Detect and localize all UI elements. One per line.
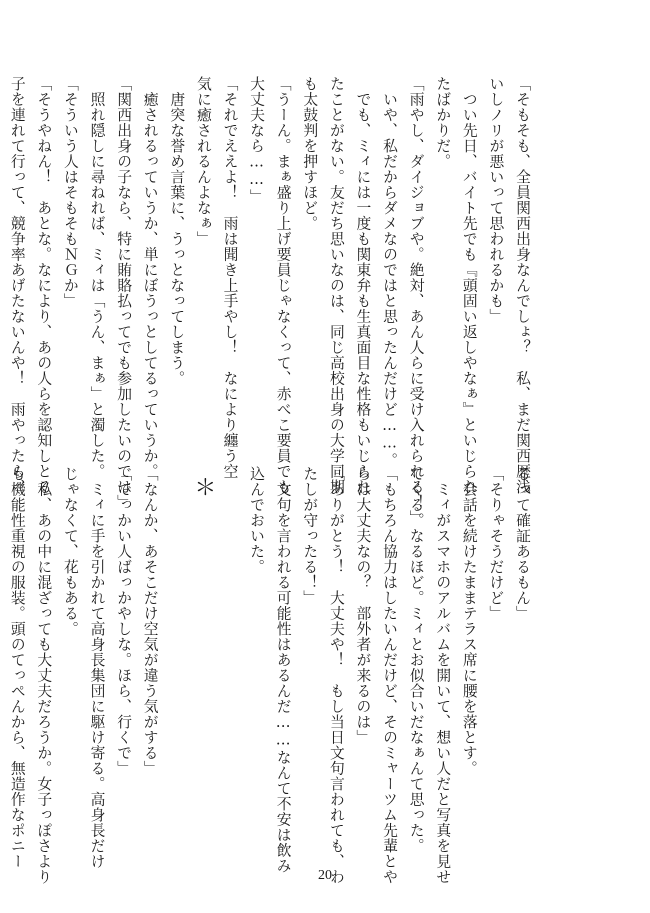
text-column: 私、あの中に混ざっても大丈夫だろうか。女子っぽさより: [35, 466, 53, 885]
text-column: 「そりゃそうだけど」: [487, 466, 505, 621]
text-column: じゃなくて、花もある。: [61, 466, 79, 637]
text-column: 「それでええよ！ 雨は聞き上手やし！ なにより纏う空: [221, 76, 239, 479]
text-column: 込んでおいた。: [248, 466, 266, 575]
text-column: いや、私だからダメなのではと思ったんだけど……。: [381, 76, 399, 468]
text-column: ミィに手を引かれて高身長集団に駆け寄る。高身長だけ: [88, 466, 106, 869]
text-column: 「うーん。まぁ盛り上げ要員じゃなくって、赤べこ要員でも: [274, 76, 292, 495]
text-column: 照れ隠しに尋ねれば、ミィは「うん、まぁ」と濁した。: [88, 76, 106, 479]
text-column: [0, 76, 3, 412]
text-column: 「でっかい人ばっかやしな。ほら、行くで」: [115, 466, 133, 776]
text-column: 唐突な誉め言葉に、うっとなってしまう。: [168, 76, 186, 386]
text-column: ミィがスマホのアルバムを開いて、想い人だと写真を見せ: [434, 466, 452, 885]
text-column: るって確証あるもん」: [514, 466, 531, 621]
page-number: 20: [318, 868, 332, 883]
scene-break-asterisk: ＊: [190, 476, 216, 499]
text-column: 「なんか、あそこだけ空気が違う気がする」: [141, 466, 159, 776]
text-column: たばかりだ。: [434, 76, 452, 169]
text-column: いしノリが悪いって思われるかも」: [487, 76, 505, 324]
text-column: 「関西出身の子なら、特に賄賂払ってでも参加したいのでは」: [115, 76, 133, 510]
text-column: 「そもそも、全員関西出身なんでしょ？ 私、まだ関西歴浅: [514, 76, 531, 495]
text-column: 「雨やし、ダイジョブや。絶対、あん人らに受け入れられる！」: [407, 76, 425, 526]
text-column: 気に癒されるんよなぁ」: [194, 76, 212, 247]
text-column: でも、ミィには一度も関東弁も生真面目な性格もいじられ: [354, 76, 372, 495]
text-column: 会話を続けたままテラス席に腰を落とす。: [460, 466, 478, 776]
text-column: 大丈夫なら……」: [248, 76, 266, 205]
text-column: 子を連れて行って、競争率あげたないんや！ 雨やったら、: [8, 76, 26, 495]
text-column: [0, 466, 3, 822]
text-column: 癒されるっていうか、単にぼうっとしてるっていうか。: [141, 76, 159, 479]
text-column: つい先日、バイト先でも『頭固い返しやなぁ』といじられ: [460, 76, 478, 495]
text-column: てくる。なるほど。ミィとお似合いだなぁんて思った。: [407, 466, 425, 854]
text-column: 「ありがとう！ 大丈夫や！ もし当日文句言われても、わ: [327, 466, 345, 885]
text-column: も機能性重視の服装。頭のてっぺんから、無造作なポニー: [8, 466, 26, 869]
text-column: 「そういう人はそもそもＮＧか」: [61, 76, 79, 309]
text-column: たしが守ったる！」: [301, 466, 319, 606]
text-column: 「もちろん協力はしたいんだけど、そのミャーツム先輩とや: [381, 466, 399, 885]
text-column: も太鼓判を押すほど。: [301, 76, 319, 231]
text-column: 文句を言われる可能性はあるんだ……なんて不安は飲み: [274, 466, 292, 874]
text-column: らは大丈夫なの？ 部外者が来るのは」: [354, 466, 372, 745]
text-column: 「そうやねん！ あとな。なにより、あの人らを認知しとる: [35, 76, 53, 495]
text-column: たことがない。友だち思いなのは、同じ高校出身の大学同期: [327, 76, 345, 495]
